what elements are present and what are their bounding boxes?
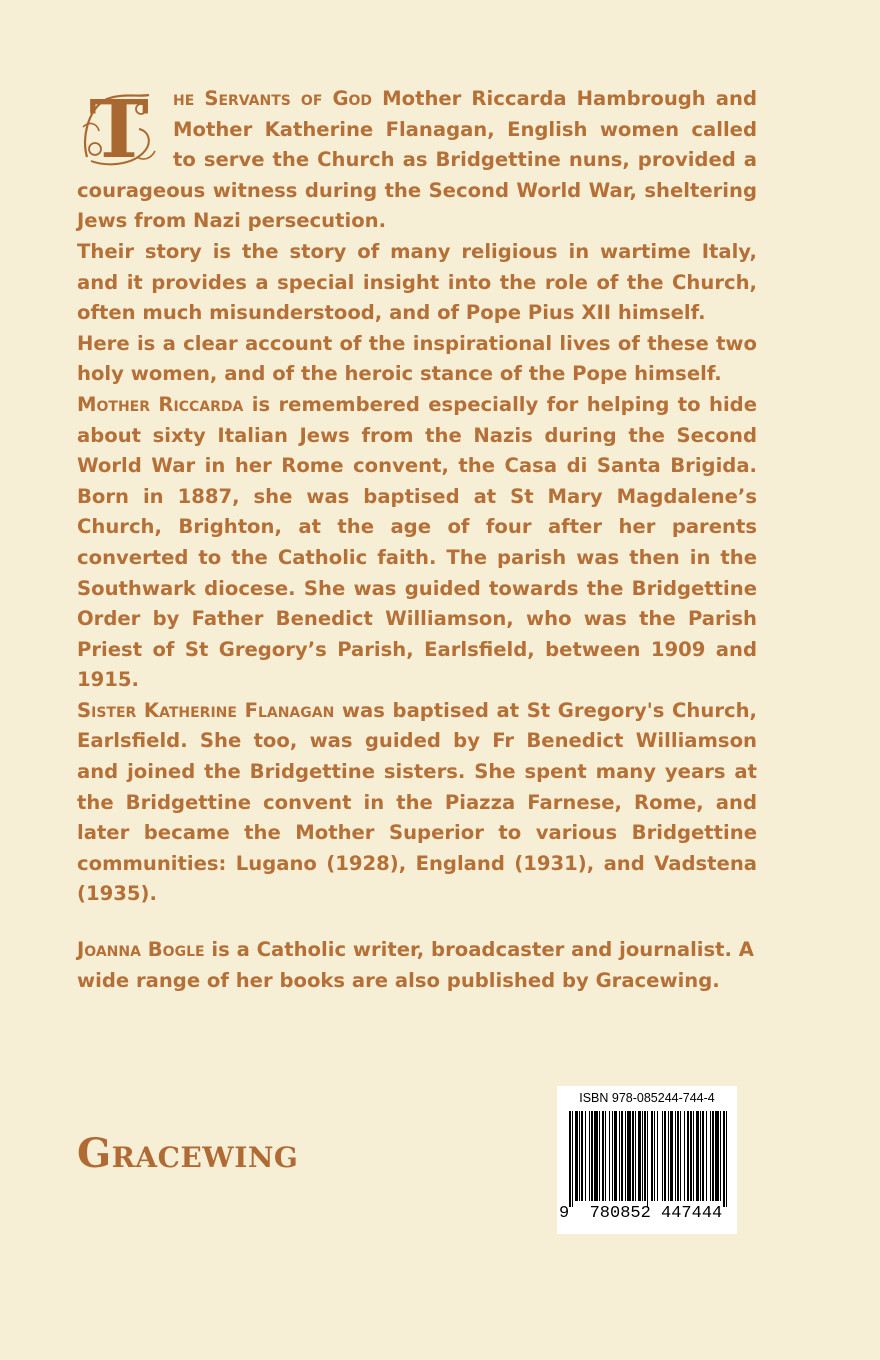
barcode-bar <box>712 1111 714 1201</box>
blurb-text <box>77 84 757 910</box>
barcode-bar <box>726 1111 727 1207</box>
publisher-logo: Gracewing <box>77 1130 299 1177</box>
barcode-bar <box>654 1111 655 1201</box>
intro-rest: Mother Riccarda Hambrough and Mother Katherine Flanagan, English women called to serve the Church as Bridgettine nuns, provided a courageous witness during the Second World War, sheltering Jews from Nazi persecution. <box>77 87 757 233</box>
barcode-bar <box>579 1111 580 1201</box>
barcode-bar <box>700 1111 701 1201</box>
ornamental-dropcap <box>77 82 161 176</box>
barcode-bar <box>706 1111 707 1201</box>
barcode-bar <box>668 1111 669 1201</box>
barcode-bar <box>690 1111 692 1201</box>
riccarda-lead: Mother Riccarda <box>77 392 244 416</box>
paragraph-account: Here is a clear account of the inspirational lives of these two holy women, and of the heroic stance of the Pope himself. <box>77 331 757 386</box>
barcode-bar <box>684 1111 685 1201</box>
intro-lead: he Servants of God <box>173 87 373 110</box>
barcode-bar <box>585 1111 586 1201</box>
paragraph-story: Their story is the story of many religious in wartime Italy, and it provides a special insight into the role of the Church, often much misunderstood, and of Pope Pius XII himself. <box>77 239 757 325</box>
barcode-bar <box>715 1111 719 1201</box>
barcode-bar <box>662 1111 663 1201</box>
barcode-bar <box>619 1111 620 1201</box>
barcode-bar <box>647 1111 648 1207</box>
barcode-bar <box>657 1111 658 1201</box>
barcode-bars <box>569 1111 727 1207</box>
barcode-bar <box>675 1111 676 1201</box>
barcode-bar <box>605 1111 606 1201</box>
barcode-bar <box>572 1111 573 1207</box>
barcode-bar <box>589 1111 590 1201</box>
barcode-bar <box>651 1111 653 1201</box>
dropcap-letter: T <box>89 82 149 176</box>
riccarda-rest: is remembered especially for helping to hide about sixty Italian Jews from the Nazis during the Second World War in her Rome convent, the Casa di Santa Brigida. Born in 1887, she was baptised at St Mary Magdalene’s Church, Brighton, at the age of four after her parents converted to the Catholic faith. The parish was then in the Southwark diocese. She was guided towards the Bridgettine Order by Father Benedict Williamson, who was the Parish Priest of St Gregory’s Parish, Earlsfield, between 1909 and 1915. <box>77 392 757 692</box>
barcode-bar <box>635 1111 636 1201</box>
barcode-bar <box>621 1111 623 1201</box>
barcode-bar <box>591 1111 593 1201</box>
katherine-lead: Sister Katherine Flanagan <box>77 698 335 722</box>
paragraph-intro <box>77 84 757 237</box>
barcode-bar <box>609 1111 610 1201</box>
barcode-bar <box>614 1111 617 1201</box>
isbn-barcode <box>557 1086 737 1234</box>
barcode-bar <box>693 1111 694 1201</box>
barcode-bar <box>664 1111 666 1201</box>
barcode-bar <box>594 1111 598 1201</box>
author-name: Joanna Bogle <box>77 938 205 961</box>
barcode-bar <box>602 1111 604 1201</box>
barcode-digits-group2: 447444 <box>661 1204 723 1223</box>
author-bio <box>77 935 767 996</box>
barcode-bar <box>710 1111 711 1201</box>
isbn-label: ISBN 978-085244-744-4 <box>579 1091 715 1105</box>
author-description: is a Catholic writer, broadcaster and journalist. A wide range of her books are also published by Gracewing. <box>77 938 754 992</box>
barcode-digit-lead: 9 <box>559 1204 570 1223</box>
barcode-bar <box>625 1111 626 1201</box>
barcode-bar <box>632 1111 634 1201</box>
barcode-bar <box>696 1111 699 1201</box>
barcode-bar <box>627 1111 631 1201</box>
barcode-bar <box>670 1111 673 1201</box>
barcode-digits-group1: 780852 <box>589 1204 651 1223</box>
barcode-bar <box>569 1111 571 1207</box>
barcode-bar <box>642 1111 643 1201</box>
barcode-bar <box>687 1111 689 1201</box>
barcode-bar <box>575 1111 578 1201</box>
barcode-digits <box>559 1204 735 1223</box>
barcode-bar <box>723 1111 725 1207</box>
barcode-bar <box>720 1111 721 1201</box>
barcode-bar <box>581 1111 583 1201</box>
barcode-bar <box>702 1111 704 1201</box>
barcode-bar <box>599 1111 600 1201</box>
paragraph-katherine <box>77 696 757 910</box>
katherine-rest: was baptised at St Gregory's Church, Earlsfield. She too, was guided by Fr Benedict Williamson and joined the Bridgettine sisters. She spent many years at the Bridgettine convent in the Piazza Farnese, Rome, and later became the Mother Superior to various Bridgettine communities: Lugano (1928), England (1931), and Vadstena (1935). <box>77 698 757 906</box>
barcode-bar <box>644 1111 646 1201</box>
barcode-bar <box>677 1111 679 1201</box>
barcode-bar <box>680 1111 681 1201</box>
barcode-bar <box>638 1111 641 1201</box>
paragraph-riccarda <box>77 390 757 696</box>
barcode-bar <box>612 1111 613 1201</box>
